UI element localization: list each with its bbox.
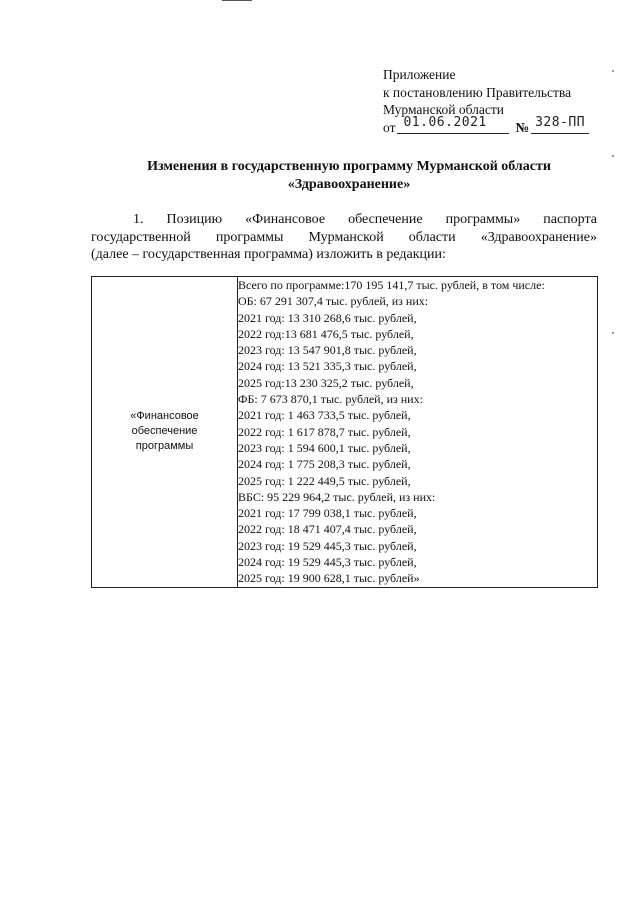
table-row <box>92 277 598 588</box>
financing-table <box>91 276 598 588</box>
financing-details-cell <box>238 277 598 588</box>
title-line: «Здравоохранение» <box>287 177 411 192</box>
financing-line: 2022 год: 18 471 407,4 тыс. рублей, <box>238 522 417 537</box>
number-value: 328-ПП <box>535 114 586 130</box>
document-title <box>60 158 638 194</box>
scan-artifact-dot <box>612 70 614 72</box>
position-label-line: обеспечение <box>131 425 198 438</box>
financing-line: 2021 год: 1 463 733,5 тыс. рублей, <box>238 408 411 423</box>
financing-line: 2025 год: 1 222 449,5 тыс. рублей, <box>238 473 411 488</box>
number-field <box>531 114 589 134</box>
paragraph-line: 1. Позицию «Финансовое обеспечение программы» паспорта <box>133 212 597 227</box>
financing-line: ФБ: 7 673 870,1 тыс. рублей, из них: <box>238 392 423 407</box>
financing-line: 2023 год: 13 547 901,8 тыс. рублей, <box>238 343 417 358</box>
appendix-date-row <box>383 114 589 137</box>
financing-line: 2021 год: 13 310 268,6 тыс. рублей, <box>238 310 417 325</box>
financing-line: 2025 год:13 230 325,2 тыс. рублей, <box>238 375 414 390</box>
paragraph-line: (далее – государственная программа) изложить в редакции: <box>91 247 446 262</box>
financing-line: 2024 год: 13 521 335,3 тыс. рублей, <box>238 359 417 374</box>
position-label-cell <box>92 277 238 588</box>
number-label: № <box>515 119 530 135</box>
financing-line: 2022 год:13 681 476,5 тыс. рублей, <box>238 326 414 341</box>
financing-line: 2023 год: 19 529 445,3 тыс. рублей, <box>238 538 417 553</box>
financing-line: 2023 год: 1 594 600,1 тыс. рублей, <box>238 440 411 455</box>
financing-line: 2022 год: 1 617 878,7 тыс. рублей, <box>238 424 411 439</box>
appendix-line: к постановлению Правительства <box>383 84 572 100</box>
paragraph-line: государственной программы Мурманской области «Здравоохранение» <box>91 229 597 245</box>
scan-artifact-line <box>222 0 252 1</box>
title-line: Изменения в государственную программу Мурманской области <box>147 159 551 174</box>
appendix-line: Мурманской области <box>383 102 504 117</box>
date-prefix: от <box>383 119 396 135</box>
financing-line: Всего по программе:170 195 141,7 тыс. рублей, в том числе: <box>238 278 545 292</box>
financing-line: 2025 год: 19 900 628,1 тыс. рублей» <box>238 571 420 586</box>
position-label-line: программы <box>135 440 194 453</box>
appendix-line: Приложение <box>383 67 456 82</box>
scan-artifact-dot <box>612 332 614 334</box>
financing-line: ОБ: 67 291 307,4 тыс. рублей, из них: <box>238 294 429 309</box>
body-paragraph <box>91 211 597 264</box>
financing-line: ВБС: 95 229 964,2 тыс. рублей, из них: <box>238 489 436 504</box>
position-label-line: «Финансовое <box>130 410 199 423</box>
date-value: 01.06.2021 <box>403 114 487 130</box>
financing-line: 2024 год: 19 529 445,3 тыс. рублей, <box>238 555 417 570</box>
appendix-header <box>383 66 589 136</box>
date-field <box>397 114 509 134</box>
scan-artifact-dot <box>612 155 614 157</box>
financing-line: 2021 год: 17 799 038,1 тыс. рублей, <box>238 506 417 521</box>
financing-line: 2024 год: 1 775 208,3 тыс. рублей, <box>238 457 411 472</box>
